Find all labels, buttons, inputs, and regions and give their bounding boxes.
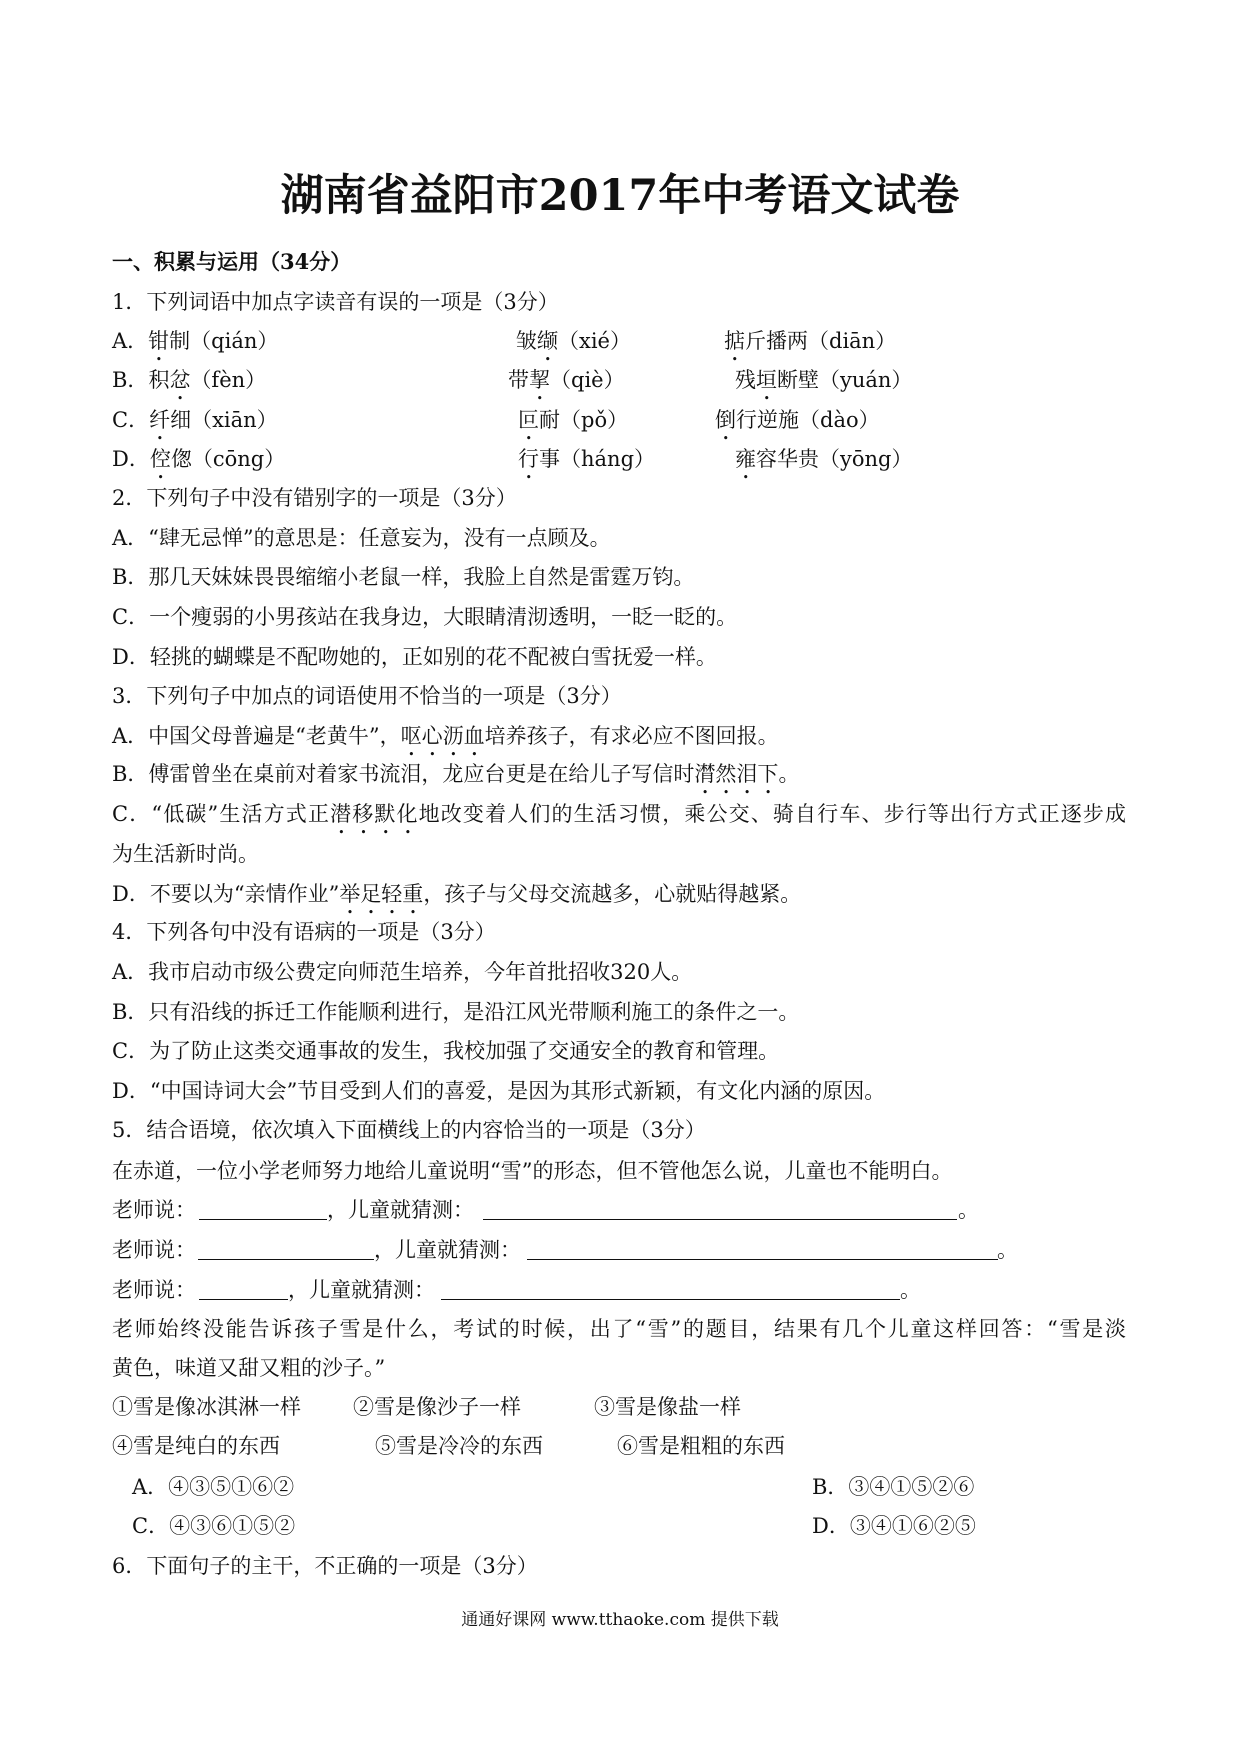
dotted-char: 纤 xyxy=(149,408,171,432)
teacher-says-label: 老师说： xyxy=(112,1238,196,1262)
period: 。 xyxy=(900,1278,921,1302)
text-post: ，孩子与父母交流越多，心就贴得越紧。 xyxy=(423,882,802,906)
word-pre: 带 xyxy=(508,368,529,392)
dotted-char: 钳 xyxy=(148,329,170,353)
dotted-char: 忿 xyxy=(169,368,191,392)
q1-b-item-3 xyxy=(735,365,912,395)
q5-choices-row-2 xyxy=(0,1511,1240,1541)
dotted-char: 叵 xyxy=(518,408,539,432)
q5-narrative-line-1: 老师始终没能告诉孩子雪是什么，考试的时候，出了“雪”的题目，结果有几个儿童这样回答：“雪是淡 xyxy=(112,1317,1126,1341)
q2-option-d: D．轻挑的蝴蝶是不配吻她的，正如别的花不配被白雪抚爱一样。 xyxy=(112,645,717,669)
q3-option-c-continued: 为生活新时尚。 xyxy=(112,842,259,866)
dotted-char: 缬 xyxy=(537,329,558,353)
word-post: 耐（pǒ） xyxy=(539,408,629,432)
dotted-char: 掂 xyxy=(724,329,745,353)
dotted-phrase: 潜移默化 xyxy=(330,802,419,826)
teacher-says-label: 老师说： xyxy=(112,1278,196,1302)
q5-narrative-line-2: 黄色，味道又甜又粗的沙子。” xyxy=(112,1356,386,1380)
phrase-3: ③雪是像盐一样 xyxy=(594,1395,741,1419)
q1-option-d xyxy=(0,444,1240,474)
q5-teacher-row-3 xyxy=(0,1275,1240,1305)
q1-a-item-3 xyxy=(724,326,896,356)
page-footer: 通通好课网 www.tthaoke.com 提供下载 xyxy=(461,1610,779,1630)
word-post: 事（háng） xyxy=(539,447,656,471)
phrase-5: ⑤雪是冷冷的东西 xyxy=(375,1434,543,1458)
dotted-char: 行 xyxy=(518,447,539,471)
q1-option-c xyxy=(0,405,1240,435)
children-guess-label: ，儿童就猜测： xyxy=(288,1278,435,1302)
q1-c-item-2 xyxy=(518,405,628,435)
q3-option-d xyxy=(112,879,801,909)
word-pre: 残 xyxy=(735,368,756,392)
text-pre: C．“低碳”生活方式正 xyxy=(112,802,331,826)
phrase-4: ④雪是纯白的东西 xyxy=(112,1434,280,1458)
word-post: 断壁（yuán） xyxy=(777,368,913,392)
q1-stem: 1．下列词语中加点字读音有误的一项是（3分） xyxy=(112,290,559,314)
q3-option-a xyxy=(112,721,779,751)
dotted-char: 挈 xyxy=(529,368,550,392)
word-pre: 皱 xyxy=(516,329,537,353)
word-post: （xié） xyxy=(558,329,631,353)
section-heading: 一、积累与运用（34分） xyxy=(112,249,352,274)
q1-a-item-2 xyxy=(516,326,631,356)
text-pre: B．傅雷曾坐在桌前对着家书流泪，龙应台更是在给儿子写信时 xyxy=(112,762,695,786)
q1-option-a xyxy=(0,326,1240,356)
word-post: （fèn） xyxy=(190,368,267,392)
children-guess-label: ，儿童就猜测： xyxy=(327,1198,474,1222)
text-pre: A．中国父母普遍是“老黄牛”， xyxy=(112,724,401,748)
text-post: 。 xyxy=(778,762,800,786)
q2-stem: 2．下列句子中没有错别字的一项是（3分） xyxy=(112,486,517,510)
dotted-phrase: 潸然泪下 xyxy=(694,762,779,786)
dotted-phrase: 呕心沥血 xyxy=(400,724,485,748)
word-post: （qiè） xyxy=(550,368,625,392)
q5-stem: 5．结合语境，依次填入下面横线上的内容恰当的一项是（3分） xyxy=(112,1118,706,1142)
q5-choice-d: D．③④①⑥②⑤ xyxy=(812,1514,976,1538)
word-post: 行逆施（dào） xyxy=(736,408,880,432)
phrase-2: ②雪是像沙子一样 xyxy=(353,1395,521,1419)
teacher-says-label: 老师说： xyxy=(112,1198,196,1222)
word-post: 细（xiān） xyxy=(170,408,278,432)
word-post: 容华贵（yōng） xyxy=(756,447,913,471)
dotted-char: 倥 xyxy=(149,447,171,471)
q5-context: 在赤道，一位小学老师努力地给儿童说明“雪”的形态，但不管他怎么说，儿童也不能明白。 xyxy=(112,1159,953,1183)
answer-blank xyxy=(199,1299,288,1300)
answer-blank xyxy=(483,1219,957,1220)
dotted-phrase: 举足轻重 xyxy=(339,882,424,906)
text-post: 培养孩子，有求必应不图回报。 xyxy=(484,724,779,748)
q5-choice-c: C．④③⑥①⑤② xyxy=(132,1514,296,1538)
option-label: A． xyxy=(112,329,149,353)
q5-choice-b: B．③④①⑤②⑥ xyxy=(812,1475,975,1499)
phrase-1: ①雪是像冰淇淋一样 xyxy=(112,1395,301,1419)
answer-blank xyxy=(199,1219,327,1220)
q2-option-c: C．一个瘦弱的小男孩站在我身边，大眼睛清沏透明，一眨一眨的。 xyxy=(112,605,738,629)
word-post: 斤播两（diān） xyxy=(745,329,897,353)
word-post: 制（qián） xyxy=(169,329,279,353)
q3-option-c xyxy=(112,799,1126,829)
q5-teacher-row-2 xyxy=(0,1235,1240,1265)
option-label: D． xyxy=(112,447,150,471)
q2-option-a: A．“肆无忌惮”的意思是：任意妄为，没有一点顾及。 xyxy=(112,526,611,550)
q1-c-item-1 xyxy=(112,405,278,435)
q5-phrases-row-1 xyxy=(0,1392,1240,1422)
answer-blank xyxy=(441,1299,900,1300)
q5-choices-row-1 xyxy=(0,1472,1240,1502)
children-guess-label: ，儿童就猜测： xyxy=(374,1238,521,1262)
q3-stem: 3．下列句子中加点的词语使用不恰当的一项是（3分） xyxy=(112,684,622,708)
answer-blank xyxy=(527,1259,998,1260)
q2-option-b: B．那几天妹妹畏畏缩缩小老鼠一样，我脸上自然是雷霆万钧。 xyxy=(112,565,695,589)
dotted-char: 倒 xyxy=(715,408,736,432)
dotted-char: 垣 xyxy=(756,368,777,392)
dotted-char: 雍 xyxy=(735,447,756,471)
q3-option-b xyxy=(112,759,799,789)
q5-phrases-row-2 xyxy=(0,1431,1240,1461)
q1-a-item-1 xyxy=(112,326,278,356)
q1-c-item-3 xyxy=(715,405,880,435)
q4-option-d: D．“中国诗词大会”节目受到人们的喜爱，是因为其形式新颖，有文化内涵的原因。 xyxy=(112,1079,886,1103)
q4-option-b: B．只有沿线的拆迁工作能顺利进行，是沿江风光带顺利施工的条件之一。 xyxy=(112,1000,800,1024)
q1-option-b xyxy=(0,365,1240,395)
q6-stem: 6．下面句子的主干，不正确的一项是（3分） xyxy=(112,1554,538,1578)
word-pre: 积 xyxy=(148,368,170,392)
option-label: B． xyxy=(112,368,149,392)
page-title: 湖南省益阳市2017年中考语文试卷 xyxy=(280,171,960,221)
phrase-6: ⑥雪是粗粗的东西 xyxy=(617,1434,785,1458)
q4-option-c: C．为了防止这类交通事故的发生，我校加强了交通安全的教育和管理。 xyxy=(112,1039,780,1063)
q5-choice-a: A．④③⑤①⑥② xyxy=(132,1475,295,1499)
q4-stem: 4．下列各句中没有语病的一项是（3分） xyxy=(112,920,496,944)
period: 。 xyxy=(958,1198,979,1222)
q4-option-a: A．我市启动市级公费定向师范生培养，今年首批招收320人。 xyxy=(112,960,693,984)
q1-b-item-1 xyxy=(112,365,266,395)
text-pre: D．不要以为“亲情作业” xyxy=(112,882,340,906)
period: 。 xyxy=(997,1238,1018,1262)
answer-blank xyxy=(198,1259,374,1260)
q1-d-item-2 xyxy=(518,444,655,474)
q1-d-item-3 xyxy=(735,444,912,474)
text-post: 地改变着人们的生活习惯，乘公交、骑自行车、步行等出行方式正逐步成 xyxy=(418,802,1127,826)
q1-d-item-1 xyxy=(112,444,285,474)
word-post: 偬（cōng） xyxy=(170,447,286,471)
q5-teacher-row-1 xyxy=(0,1195,1240,1225)
option-label: C． xyxy=(112,408,150,432)
q1-b-item-2 xyxy=(508,365,625,395)
